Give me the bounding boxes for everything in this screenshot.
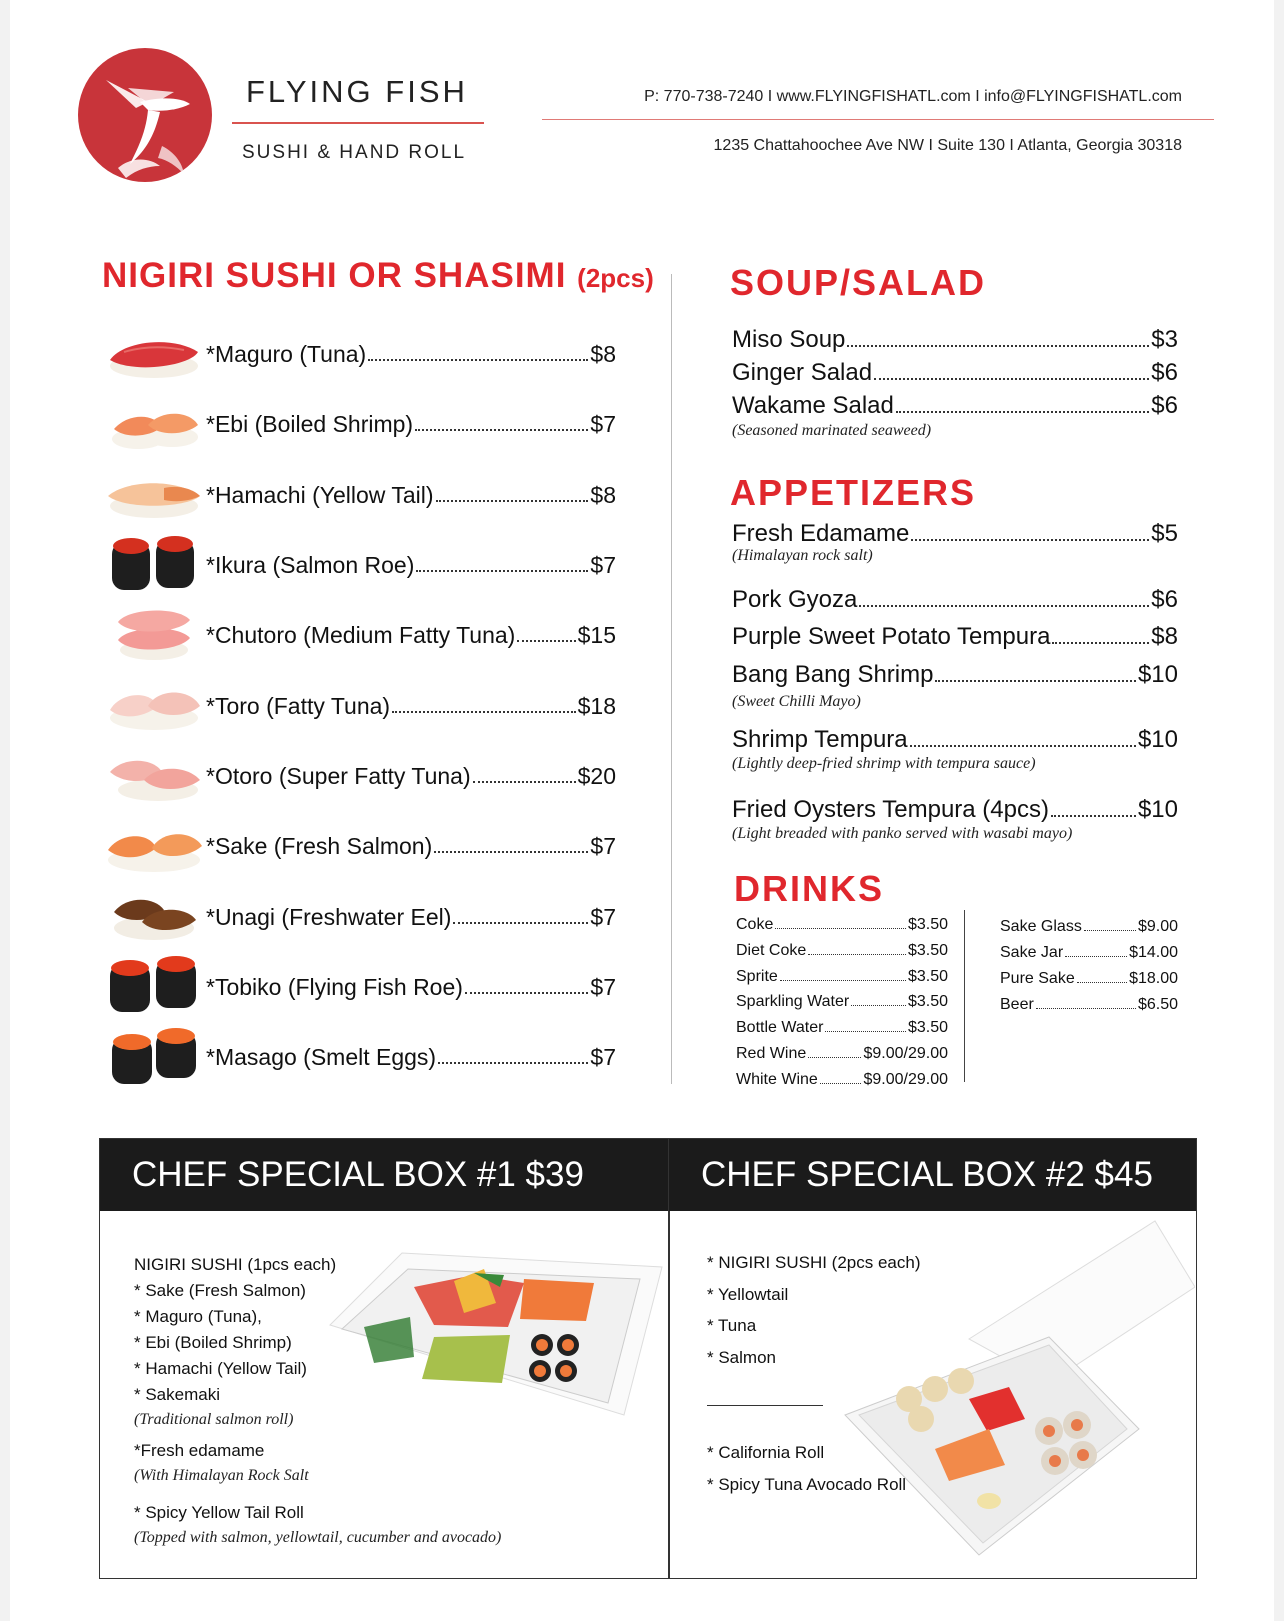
item-name: *Sake (Fresh Salmon) [206,833,433,859]
item-name: Sprite [736,968,778,985]
appetizers-title: APPETIZERS [730,472,977,513]
nigiri-item [206,475,616,509]
leader-dots [808,954,906,955]
item-price: $10 [1137,661,1178,688]
item-price: $7 [590,552,616,578]
box-1-note: (Traditional salmon roll) [134,1411,294,1428]
menu-item [732,320,1178,354]
box-2-separator [707,1405,823,1406]
item-price: $3.50 [907,968,948,985]
item-name: Beer [1000,996,1034,1013]
leader-dots [1051,815,1136,817]
item-note: (Lightly deep-fried shrimp with tempura sauce) [732,755,1036,772]
leader-dots [847,345,1149,347]
item-price: $8 [1151,623,1178,650]
item-price: $9.00/29.00 [863,1071,948,1088]
nigiri-title-suffix: (2pcs) [577,263,654,293]
chutoro-image [104,600,204,666]
item-name: *Hamachi (Yellow Tail) [206,482,434,508]
nigiri-item [206,545,616,579]
masago-image [104,1022,204,1088]
item-note: (Sweet Chilli Mayo) [732,693,861,710]
item-name: Bottle Water [736,1019,824,1036]
box-1-line: *Fresh edamame [134,1441,265,1460]
drink-item [736,1041,948,1063]
nigiri-item [206,334,616,368]
item-name: Ginger Salad [732,359,873,386]
item-price: $7 [590,974,616,1000]
leader-dots [473,781,576,783]
drink-item [736,1067,948,1089]
box-1-line: * Spicy Yellow Tail Roll [134,1503,304,1522]
item-price: $6 [1151,392,1178,419]
box-2-line: * NIGIRI SUSHI (2pcs each) [707,1253,921,1272]
item-name: Fried Oysters Tempura (4pcs) [732,796,1049,823]
address-line: 1235 Chattahoochee Ave NW I Suite 130 I Atlanta, Georgia 30318 [713,137,1182,154]
item-name: Sake Jar [1000,944,1064,961]
nigiri-title-text: NIGIRI SUSHI OR SHASIMI [102,256,567,295]
leader-dots [775,928,906,929]
item-name: *Tobiko (Flying Fish Roe) [206,974,463,1000]
leader-dots [415,429,588,431]
box-1-note: (With Himalayan Rock Salt [134,1467,309,1484]
box-2-title: CHEF SPECIAL BOX #2 $45 [669,1139,1196,1211]
item-note: (Light breaded with panko served with wasabi mayo) [732,825,1073,842]
menu-item [732,580,1178,614]
leader-dots [416,570,588,572]
leader-dots [935,680,1135,682]
toro-image [104,672,204,738]
drinks-divider [964,910,965,1082]
item-name: *Chutoro (Medium Fatty Tuna) [206,622,516,648]
drink-item [736,989,948,1011]
item-name: Shrimp Tempura [732,726,908,753]
item-price: $9.00/29.00 [863,1045,948,1062]
item-note: (Seasoned marinated seaweed) [732,422,932,439]
item-price: $6 [1151,586,1178,613]
leader-dots [911,539,1149,541]
box-1-photo [324,1217,664,1417]
brand-subtitle: SUSHI & HAND ROLL [242,142,467,163]
item-price: $3.50 [907,993,948,1010]
chef-special-box-2 [668,1138,1197,1579]
leader-dots [1084,930,1136,931]
menu-item [732,514,1178,548]
drink-item [736,964,948,986]
menu-item [732,720,1178,754]
nigiri-item [206,897,616,931]
nigiri-item [206,686,616,720]
item-price: $3.50 [907,916,948,933]
drink-item [1000,914,1178,936]
leader-dots [465,992,588,994]
nigiri-item [206,826,616,860]
ebi-image [104,393,204,459]
item-name: Wakame Salad [732,392,894,419]
drinks-title: DRINKS [734,868,885,909]
ikura-image [104,530,204,596]
item-name: *Unagi (Freshwater Eel) [206,904,452,930]
nigiri-item [206,404,616,438]
drink-item [1000,992,1178,1014]
item-price: $6 [1151,359,1178,386]
item-price: $7 [590,833,616,859]
drink-item [736,912,948,934]
otoro-image [104,742,204,808]
leader-dots [874,378,1149,380]
box-1-line: NIGIRI SUSHI (1pcs each) [134,1255,337,1274]
item-price: $6.50 [1137,996,1178,1013]
box-2-line: * Yellowtail [707,1285,789,1304]
flying-fish-logo [78,48,212,182]
leader-dots [820,1083,862,1084]
box-2-line: * Spicy Tuna Avocado Roll [707,1475,907,1494]
item-price: $7 [590,411,616,437]
item-price: $15 [577,622,616,648]
item-name: Fresh Edamame [732,520,910,547]
item-name: Purple Sweet Potato Tempura [732,623,1051,650]
item-name: *Maguro (Tuna) [206,341,367,367]
box-1-line: * Ebi (Boiled Shrimp) [134,1333,292,1352]
box-2-line: * California Roll [707,1443,825,1462]
box-2-line: * Salmon [707,1348,776,1367]
box-1-line: * Hamachi (Yellow Tail) [134,1359,307,1378]
tobiko-image [104,952,204,1018]
item-price: $10 [1137,726,1178,753]
item-price: $7 [590,904,616,930]
menu-item [732,790,1178,824]
item-price: $10 [1137,796,1178,823]
menu-item [732,353,1178,387]
brand-name: FLYING FISH [246,74,468,109]
item-price: $20 [577,763,616,789]
item-price: $7 [590,1044,616,1070]
maguro-image [104,322,204,388]
leader-dots [1052,642,1149,644]
leader-dots [434,851,588,853]
leader-dots [453,922,588,924]
leader-dots [438,1062,588,1064]
contact-line: P: 770-738-7240 I www.FLYINGFISHATL.com I info@FLYINGFISHATL.com [644,88,1182,105]
menu-page [10,0,1274,1621]
item-name: Bang Bang Shrimp [732,661,934,688]
item-note: (Himalayan rock salt) [732,547,873,564]
item-name: *Ikura (Salmon Roe) [206,552,415,578]
menu-item [732,617,1178,651]
leader-dots [910,745,1136,747]
item-price: $8 [590,482,616,508]
item-price: $5 [1151,520,1178,547]
drink-item [1000,966,1178,988]
leader-dots [825,1031,906,1032]
sake-image [104,812,204,878]
leader-dots [368,359,588,361]
item-name: *Ebi (Boiled Shrimp) [206,411,414,437]
unagi-image [104,882,204,948]
item-name: Pork Gyoza [732,586,858,613]
leader-dots [859,605,1149,607]
nigiri-section-title [102,256,654,296]
item-name: White Wine [736,1071,818,1088]
leader-dots [517,640,575,642]
column-divider [671,274,672,1084]
menu-item [732,655,1178,689]
leader-dots [1065,956,1127,957]
leader-dots [780,980,906,981]
leader-dots [896,411,1149,413]
item-name: Sake Glass [1000,918,1082,935]
drink-item [1000,940,1178,962]
item-price: $9.00 [1137,918,1178,935]
item-name: *Masago (Smelt Eggs) [206,1044,437,1070]
box-1-note: (Topped with salmon, yellowtail, cucumber and avocado) [134,1529,502,1546]
item-name: Miso Soup [732,326,846,353]
item-name: Sparkling Water [736,993,850,1010]
nigiri-item [206,967,616,1001]
nigiri-item [206,756,616,790]
item-price: $3.50 [907,1019,948,1036]
contact-divider [542,119,1214,120]
item-name: Diet Coke [736,942,807,959]
leader-dots [808,1057,861,1058]
item-name: Coke [736,916,774,933]
box-2-photo [839,1219,1195,1575]
chef-special-box-1 [99,1138,670,1579]
box-1-line: * Sakemaki [134,1385,220,1404]
box-2-line: * Tuna [707,1316,757,1335]
box-1-line: * Sake (Fresh Salmon) [134,1281,306,1300]
item-price: $18.00 [1129,970,1178,987]
drink-item [736,1015,948,1037]
brand-divider [232,122,484,124]
nigiri-item [206,615,616,649]
item-price: $8 [590,341,616,367]
item-name: *Toro (Fatty Tuna) [206,693,391,719]
item-price: $3 [1151,326,1178,353]
box-1-line: * Maguro (Tuna), [134,1307,262,1326]
item-name: Red Wine [736,1045,807,1062]
item-price: $14.00 [1129,944,1178,961]
leader-dots [1077,982,1127,983]
drink-item [736,938,948,960]
item-name: Pure Sake [1000,970,1075,987]
leader-dots [851,1005,906,1006]
box-1-title: CHEF SPECIAL BOX #1 $39 [100,1139,669,1211]
item-price: $3.50 [907,942,948,959]
leader-dots [1036,1008,1136,1009]
soup-salad-title: SOUP/SALAD [730,262,987,303]
menu-item [732,386,1178,420]
leader-dots [392,711,576,713]
leader-dots [436,500,589,502]
item-price: $18 [577,693,616,719]
nigiri-item [206,1037,616,1071]
item-name: *Otoro (Super Fatty Tuna) [206,763,471,789]
hamachi-image [104,462,204,528]
